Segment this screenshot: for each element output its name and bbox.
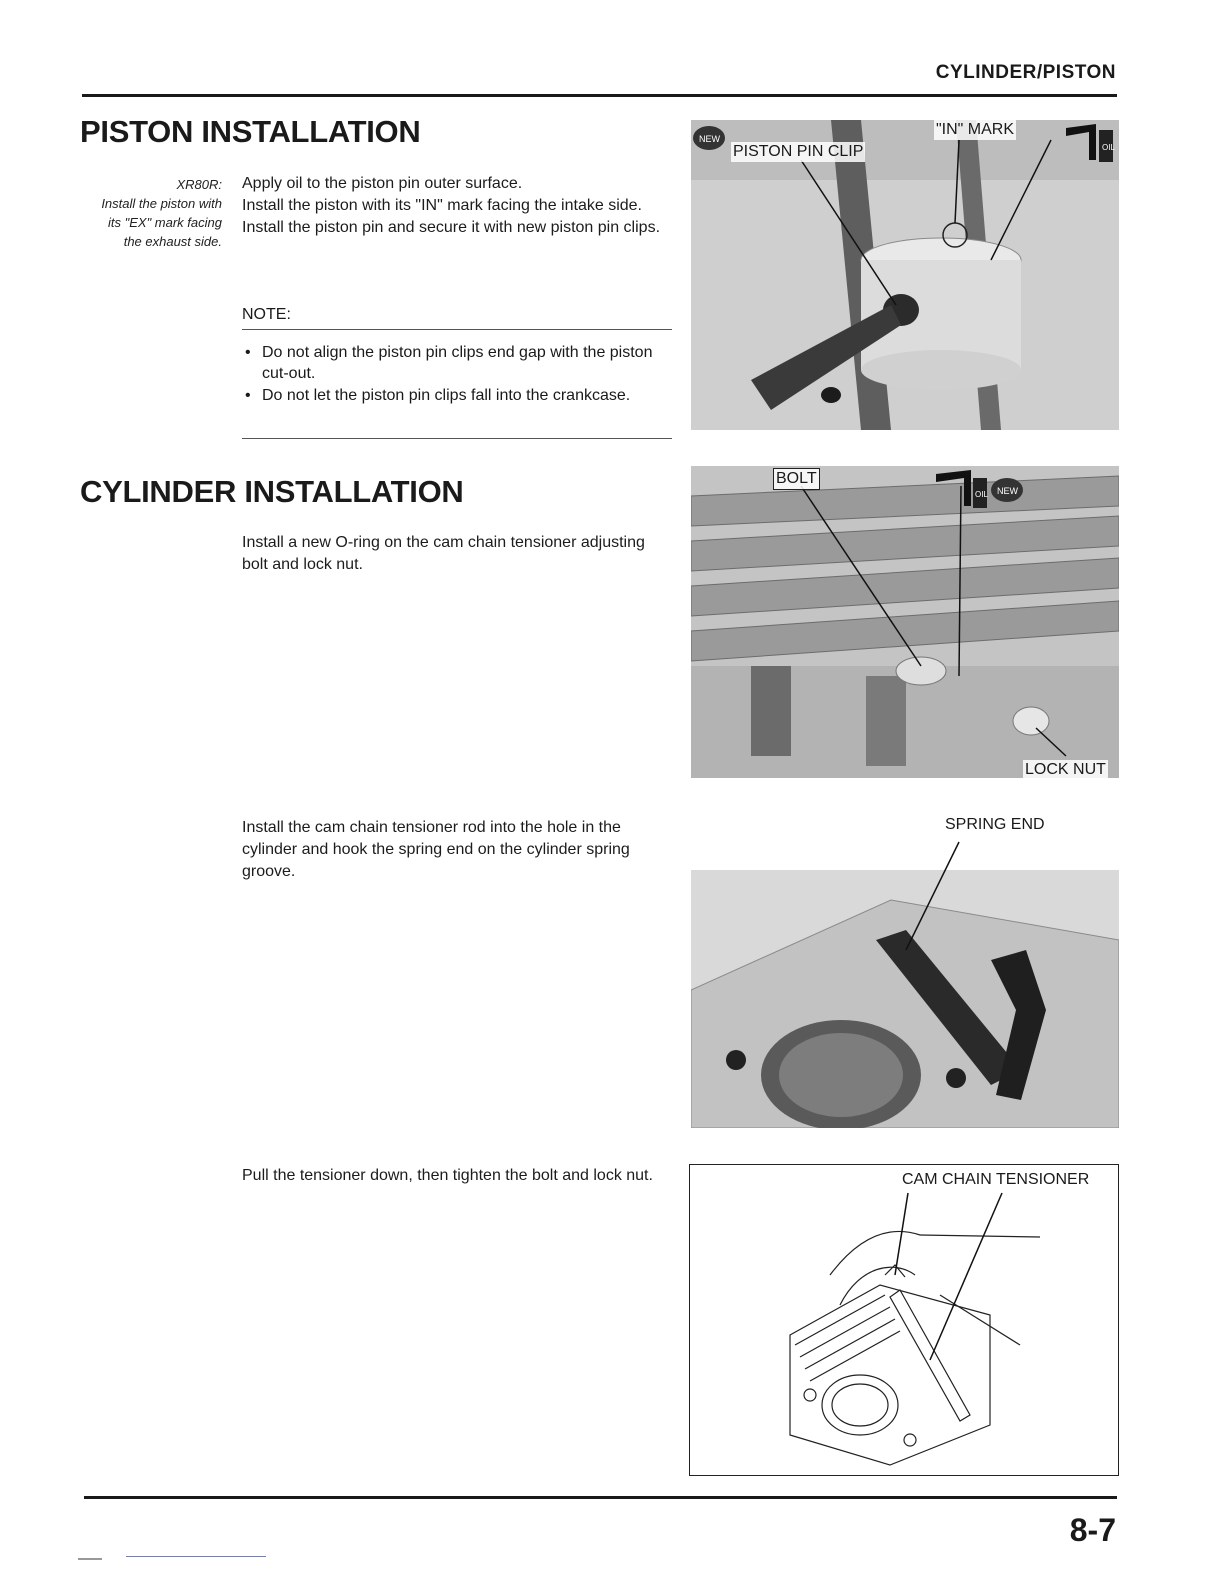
list-item: • Do not align the piston pin clips end gap with the piston cut-out. xyxy=(242,342,674,384)
footer-underline xyxy=(126,1556,266,1557)
page-number: 8-7 xyxy=(1069,1512,1116,1548)
oil-badge-text: OIL xyxy=(975,490,988,499)
label-spring-end: SPRING END xyxy=(945,816,1045,833)
cylinder-step-3: Pull the tensioner down, then tighten the bolt and lock nut. xyxy=(242,1167,653,1184)
chapter-title: CYLINDER/PISTON xyxy=(935,62,1116,83)
oil-badge-text: OIL xyxy=(1102,143,1115,152)
piston-photo-illustration xyxy=(691,120,1119,430)
side-note xyxy=(80,175,222,251)
cylinder-bolt-illustration xyxy=(691,466,1119,778)
list-item: • Do not let the piston pin clips fall into the crankcase. xyxy=(242,385,674,406)
section-heading-piston: PISTON INSTALLATION xyxy=(80,114,421,149)
paragraph: Install the piston pin and secure it with new piston pin clips. xyxy=(242,219,661,236)
note-list xyxy=(242,342,674,407)
new-badge-text: NEW xyxy=(997,486,1018,496)
spring-leader-line xyxy=(691,810,1119,970)
note-label: NOTE: xyxy=(242,306,291,323)
label-lock-nut: LOCK NUT xyxy=(1025,761,1106,778)
figure-piston-photo xyxy=(691,120,1119,430)
note-rule xyxy=(242,438,672,439)
section-heading-cylinder: CYLINDER INSTALLATION xyxy=(80,474,464,509)
side-note-model: XR80R: xyxy=(176,177,222,192)
label-in-mark: "IN" MARK xyxy=(936,121,1015,138)
paragraph: Install the piston with its "IN" mark facing the intake side. xyxy=(242,197,642,214)
figure-cylinder-bolt-photo xyxy=(691,466,1119,778)
figure-tensioner-diagram xyxy=(689,1164,1119,1476)
cylinder-step-2: Install the cam chain tensioner rod into the hole in the cylinder and hook the spring end on the cylinder spring groove. xyxy=(242,819,630,880)
label-cam-chain-tensioner: CAM CHAIN TENSIONER xyxy=(902,1171,1090,1188)
tensioner-line-drawing xyxy=(690,1165,1118,1475)
new-badge-text: NEW xyxy=(699,134,720,144)
header-rule xyxy=(82,94,1117,97)
piston-paragraphs xyxy=(242,173,674,239)
paragraph: Apply oil to the piston pin outer surface. xyxy=(242,175,523,192)
label-bolt: BOLT xyxy=(773,468,820,490)
figure-spring-end-photo xyxy=(691,810,1119,1128)
footer-rule xyxy=(84,1496,1117,1499)
side-note-text: Install the piston with its "EX" mark facing the exhaust side. xyxy=(101,196,222,249)
label-piston-pin-clip: PISTON PIN CLIP xyxy=(733,143,864,160)
note-rule xyxy=(242,329,672,330)
footer-mark xyxy=(78,1558,102,1560)
cylinder-step-1: Install a new O-ring on the cam chain tensioner adjusting bolt and lock nut. xyxy=(242,534,645,573)
